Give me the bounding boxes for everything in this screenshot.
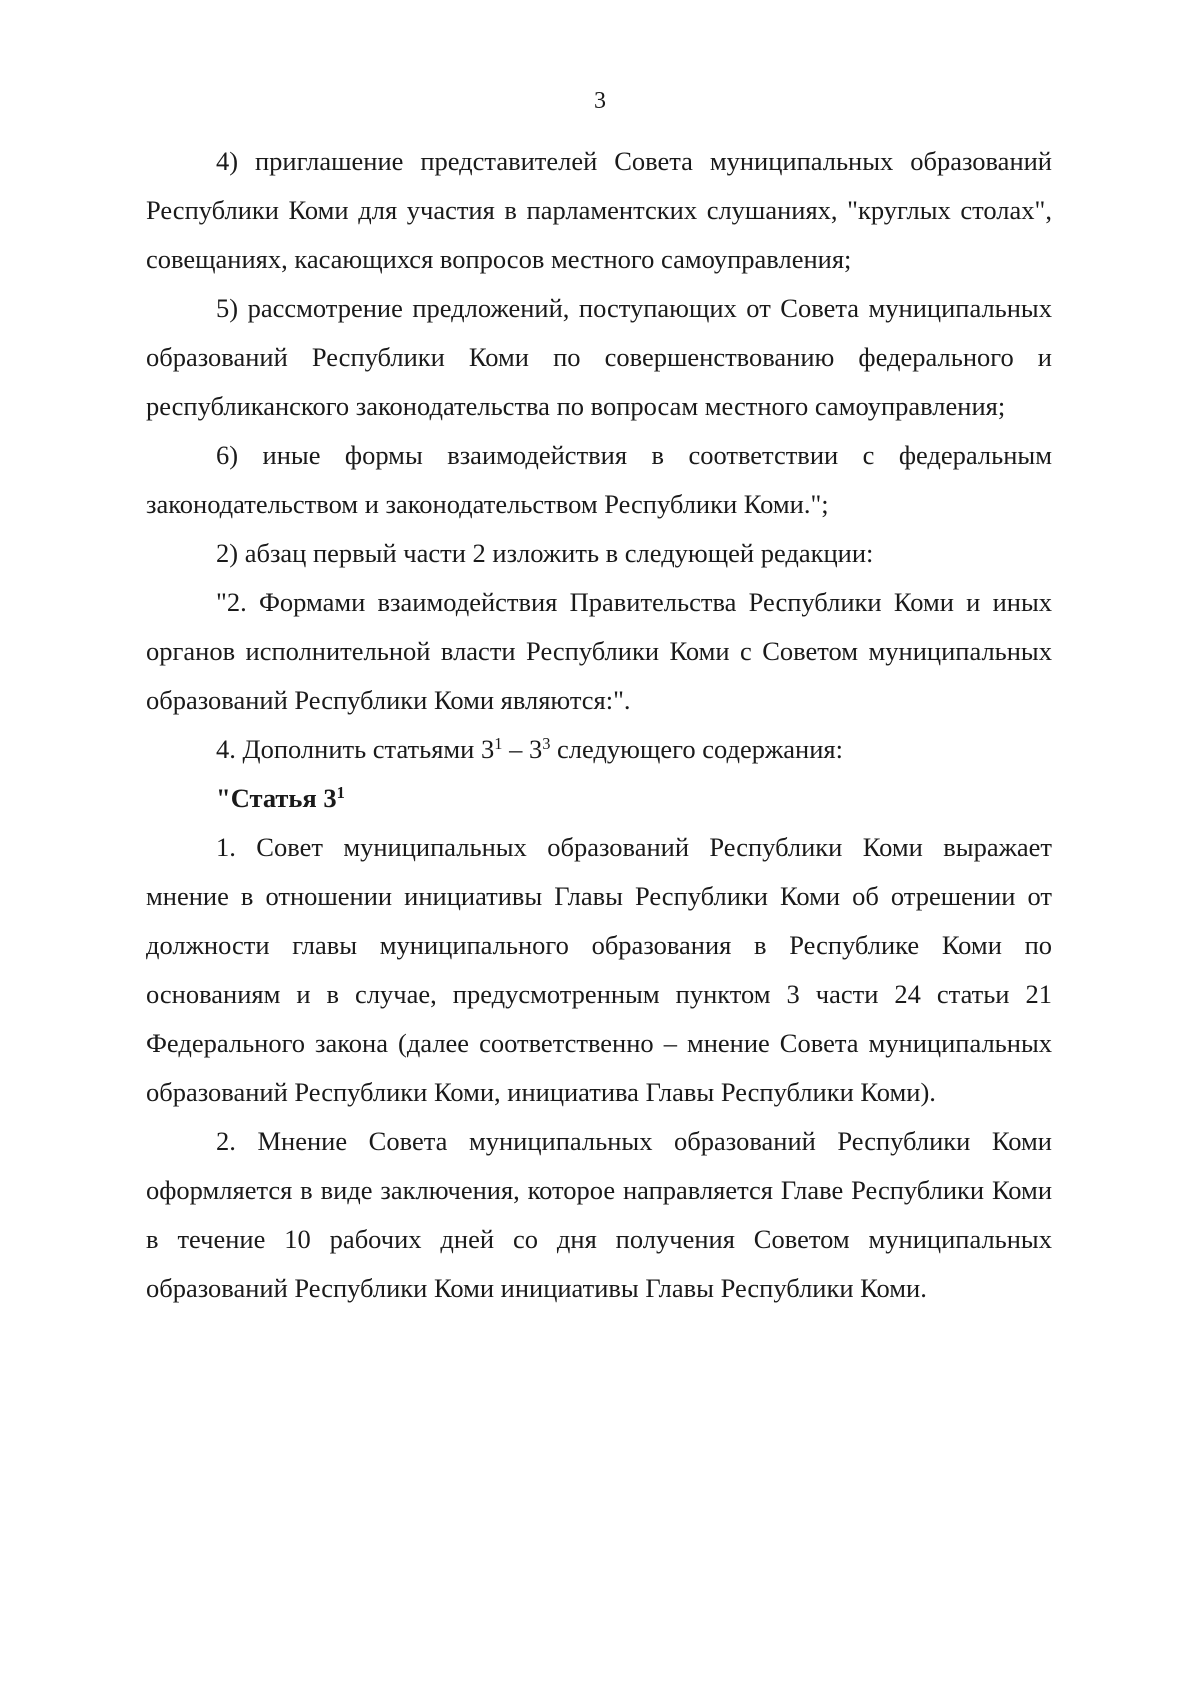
amendment-item-2-text: "2. Формами взаимодействия Правительства Республики Коми и иных органов исполнительной власти Республики Коми с Советом муниципальных образований Республики Коми являются:".: [146, 587, 1052, 715]
article-heading-superscript: 1: [336, 782, 345, 802]
article-range-separator: – 3: [502, 734, 543, 764]
article-heading-text: "Статья 3: [216, 783, 337, 813]
page-number: 3: [594, 88, 606, 114]
document-body: [146, 137, 1052, 1313]
amendment-item-2: 2) абзац первый части 2 изложить в следующей редакции:: [216, 538, 874, 568]
amendment-suffix: следующего содержания:: [550, 734, 843, 764]
amendment-item-4: [146, 725, 1052, 774]
list-item-6: 6) иные формы взаимодействия в соответствии с федеральным законодательством и законодательством Республики Коми.";: [146, 440, 1052, 519]
list-item-4: 4) приглашение представителей Совета муниципальных образований Республики Коми для участия в парламентских слушаниях, "круглых столах", совещаниях, касающихся вопросов местного самоуправления;: [146, 146, 1052, 274]
article-range-start-superscript: 1: [494, 733, 503, 753]
article-paragraph-2: 2. Мнение Совета муниципальных образований Республики Коми оформляется в виде заключения, которое направляется Главе Республики Коми в течение 10 рабочих дней со дня получения Советом муниципальных образований Республики Коми инициативы Главы Республики Коми.: [146, 1126, 1052, 1303]
article-heading: [146, 774, 1052, 823]
amendment-prefix: 4. Дополнить статьями 3: [216, 734, 495, 764]
article-paragraph-1: 1. Совет муниципальных образований Республики Коми выражает мнение в отношении инициативы Главы Республики Коми об отрешении от должности главы муниципального образования в Республике Коми по основаниям и в случае, предусмотренным пунктом 3 части 24 статьи 21 Федерального закона (далее соответственно – мнение Совета муниципальных образований Республики Коми, инициатива Главы Республики Коми).: [146, 832, 1052, 1107]
article-range-end-superscript: 3: [542, 733, 551, 753]
list-item-5: 5) рассмотрение предложений, поступающих от Совета муниципальных образований Республики Коми по совершенствованию федерального и республиканского законодательства по вопросам местного самоуправления;: [146, 293, 1052, 421]
